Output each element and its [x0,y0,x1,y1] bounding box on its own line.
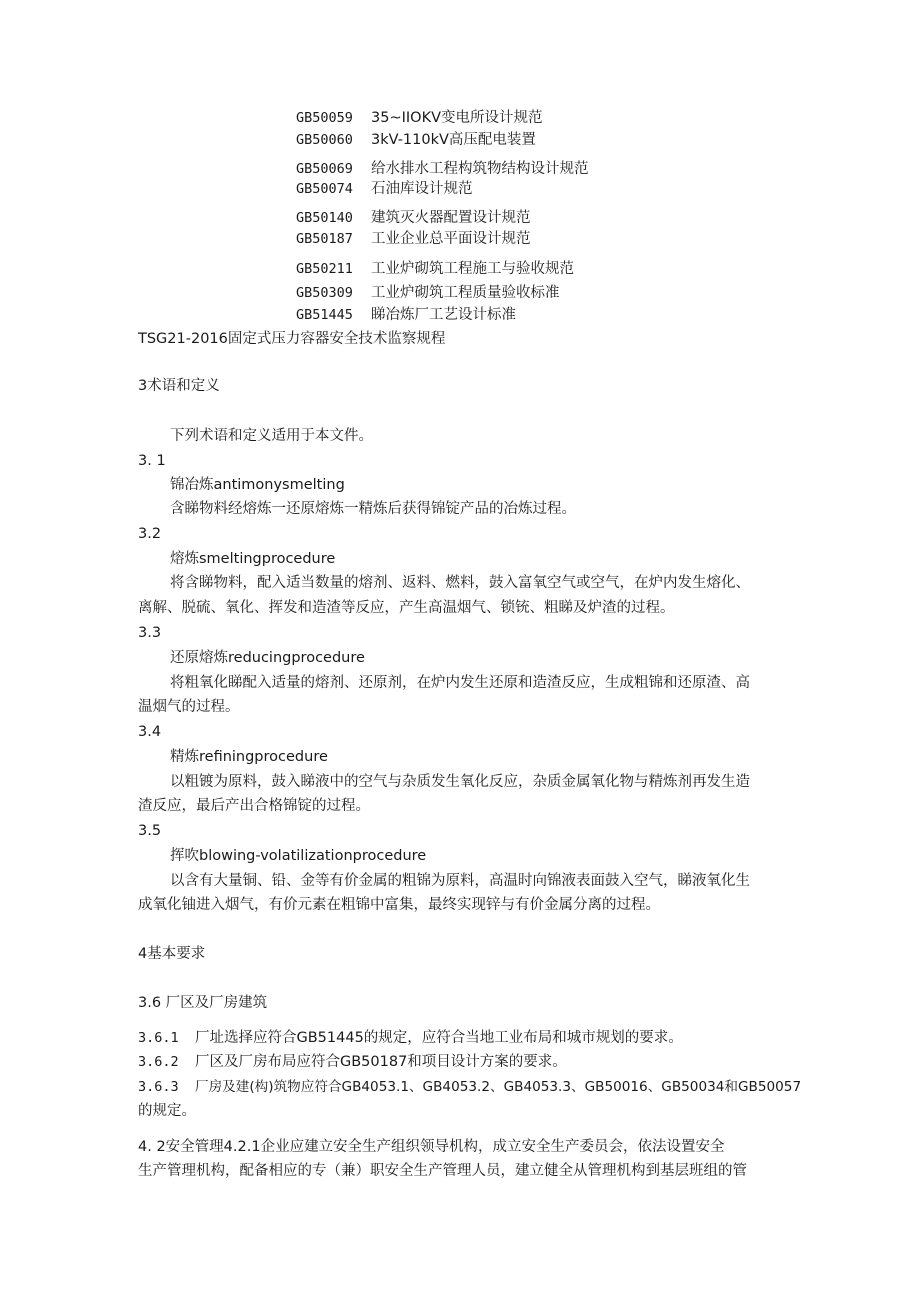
term-definition: 温烟气的过程。 [138,699,240,715]
reference-code: GB50074 [296,181,353,197]
reference-code: GB50211 [296,261,353,277]
term-name: 锦冶炼antimonysmelting [170,477,345,493]
clause-text: 的规定。 [138,1103,196,1119]
term-definition: 含睇物料经熔炼一还原熔炼一精炼后获得锦锭产品的冶炼过程。 [170,501,576,517]
reference-title: 睇冶炼厂工艺设计标准 [371,307,516,323]
reference-code: GB50309 [296,285,353,301]
reference-code: GB50059 [296,110,353,126]
term-definition: 成氧化铀进入烟气，有价元素在粗锦中富集，最终实现锌与有价金属分离的过程。 [138,897,660,913]
reference-title: 石油库设计规范 [371,181,473,197]
subsection-heading: 3.6 厂区及厂房建筑 [138,995,268,1011]
clause-number: 3.6.3 [138,1079,179,1095]
term-number: 3.2 [138,526,162,542]
term-name: 还原熔炼reducingprocedure [170,650,365,666]
reference-code: GB50069 [296,161,353,177]
term-number: 3.3 [138,625,162,641]
reference-title: 3kV-110kV高压配电装置 [371,132,536,148]
section-intro: 下列术语和定义适用于本文件。 [170,428,373,444]
term-number: 3.4 [138,724,162,740]
clause-text: 厂址选择应符合GB51445的规定，应符合当地工业布局和城市规划的要求。 [195,1030,683,1046]
term-definition: 将含睇物料，配入适当数量的熔剂、返料、燃料，鼓入富氧空气或空气，在炉内发生熔化、 [170,575,750,591]
term-name: 熔炼smeltingprocedure [170,551,336,567]
clause-number: 3.6.1 [138,1030,179,1046]
term-number: 3. 1 [138,453,166,469]
reference-title: 35~IIOKV变电所设计规范 [371,110,543,126]
reference-code: GB50140 [296,210,353,226]
paragraph-line: 4. 2安全管理4.2.1企业应建立安全生产组织领导机构，成立安全生产委员会，依法设置安全 [138,1139,725,1155]
reference-code: GB50187 [296,231,353,247]
clause-text: 厂房及建(构)筑物应符合GB4053.1、GB4053.2、GB4053.3、GB50016、GB50034和GB50057 [195,1079,802,1095]
clause-text: 厂区及厂房布局应符合GB50187和项目设计方案的要求。 [195,1054,567,1070]
reference-title: 工业企业总平面设计规范 [371,231,531,247]
reference-code: GB50060 [296,132,353,148]
term-definition: 将粗氧化睇配入适量的熔剂、还原剂，在炉内发生还原和造渣反应，生成粗锦和还原渣、高 [170,675,750,691]
section-heading: 4基本要求 [138,946,206,962]
reference-code: GB51445 [296,307,353,323]
term-number: 3.5 [138,823,162,839]
reference-title: 工业炉砌筑工程质量验收标准 [371,285,560,301]
term-definition: 以含有大量铜、铅、金等有价金属的粗锦为原料，高温时向锦液表面鼓入空气，睇液氧化生 [170,873,750,889]
section-heading: 3术语和定义 [138,378,220,394]
term-name: 精炼refiningprocedure [170,749,328,765]
reference-title: 给水排水工程构筑物结构设计规范 [371,161,589,177]
reference-title: 工业炉砌筑工程施工与验收规范 [371,261,574,277]
clause-number: 3.6.2 [138,1054,179,1070]
term-name: 挥吹blowing-volatilizationprocedure [170,848,427,864]
tsg-reference: TSG21-2016固定式压力容器安全技术监察规程 [138,331,446,347]
paragraph-line: 生产管理机构，配备相应的专（兼）职安全生产管理人员，建立健全从管理机构到基层班组的管 [138,1163,747,1179]
reference-title: 建筑灭火器配置设计规范 [371,210,531,226]
term-definition: 渣反应，最后产出合格锦锭的过程。 [138,798,370,814]
term-definition: 以粗镀为原料，鼓入睇液中的空气与杂质发生氧化反应，杂质金属氧化物与精炼剂再发生造 [170,774,750,790]
term-definition: 离解、脱硫、氧化、挥发和造渣等反应，产生高温烟气、锁铳、粗睇及炉渣的过程。 [138,600,675,616]
